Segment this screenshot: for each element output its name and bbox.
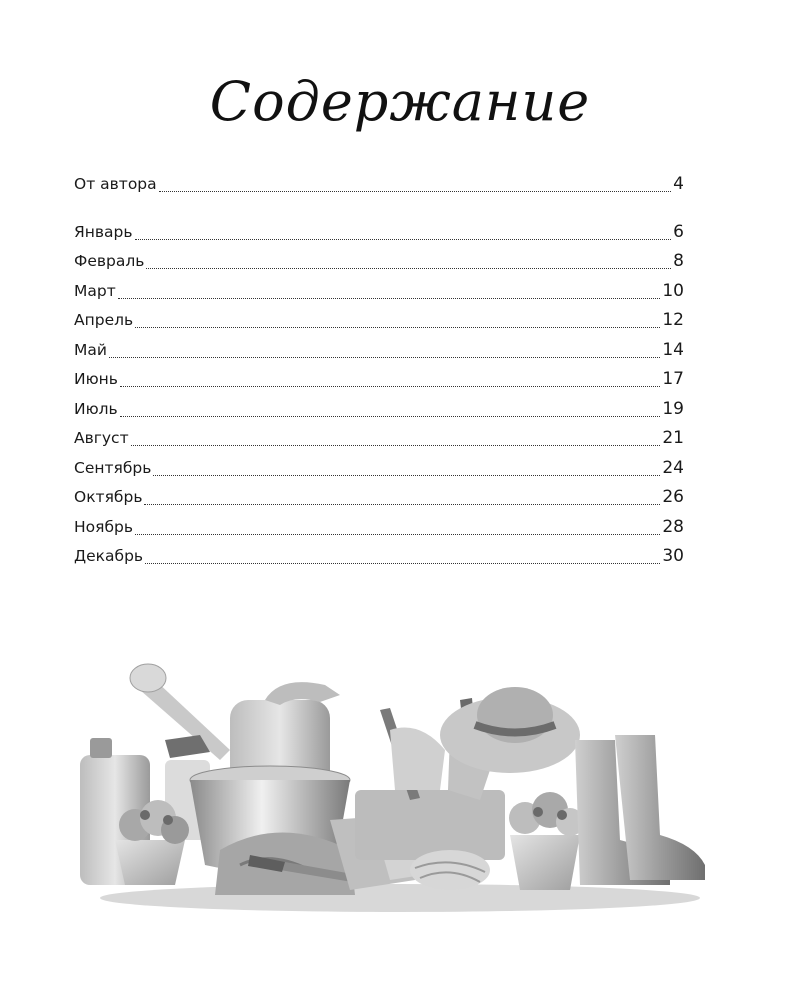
toc-entry-page: 19 — [662, 398, 684, 419]
toc-entry-page: 17 — [662, 369, 684, 389]
toc-entry[interactable] — [74, 170, 684, 200]
toc-entry-label: Июнь — [74, 370, 118, 388]
toc-entry-page: 26 — [662, 487, 684, 507]
toc-entry-page: 4 — [673, 174, 684, 194]
toc-entry[interactable] — [74, 454, 684, 484]
toc-leader-dots — [159, 191, 672, 192]
toc-entry-label: От автора — [74, 175, 157, 193]
toc-entry[interactable] — [74, 542, 684, 572]
toc-entry-label: Май — [74, 340, 107, 359]
toc-leader-dots — [145, 563, 660, 564]
toc-entry[interactable] — [74, 306, 684, 336]
toc-leader-dots — [144, 504, 660, 505]
ground-shadow — [100, 884, 700, 912]
toc-entry-label: Октябрь — [74, 488, 143, 506]
toc-entry-page: 8 — [673, 251, 684, 271]
toc-entry-label: Июль — [74, 399, 118, 418]
toc-leader-dots — [109, 357, 660, 358]
toc-leader-dots — [120, 386, 660, 387]
toc-entry-page: 12 — [662, 310, 684, 330]
toc-entry-label: Март — [74, 281, 116, 300]
toc-entry[interactable] — [74, 218, 684, 248]
rubber-boots — [575, 735, 705, 885]
toc-entry-label: Апрель — [74, 311, 134, 329]
toc-entry[interactable] — [74, 483, 684, 513]
toc-entry-label: Ноябрь — [74, 517, 133, 536]
toc-entry[interactable] — [74, 277, 684, 307]
toc-entry-page: 6 — [673, 221, 684, 242]
toc-entry[interactable] — [74, 247, 684, 277]
toc-entry-label: Декабрь — [74, 547, 144, 565]
toc-entry[interactable] — [74, 395, 684, 425]
toc-entry[interactable] — [74, 336, 684, 366]
toc-leader-dots — [120, 416, 661, 417]
toc-entry-label: Август — [74, 429, 129, 447]
garden-tools-illustration — [70, 640, 720, 920]
toc-entry-page: 14 — [662, 339, 684, 360]
toc-leader-dots — [135, 239, 672, 240]
toc-entry[interactable] — [74, 424, 684, 454]
toc-entry-label: Февраль — [74, 252, 145, 270]
twine-bundle — [410, 850, 490, 890]
page-title: Содержание — [209, 70, 591, 133]
toc-entry[interactable] — [74, 513, 684, 543]
flower-pot-right — [509, 792, 584, 890]
toc-entry-page: 28 — [662, 516, 684, 537]
toc-leader-dots — [131, 445, 661, 446]
toc-leader-dots — [135, 534, 660, 535]
toc-leader-dots — [118, 298, 661, 299]
toc-entry-page: 21 — [662, 428, 684, 448]
toc-entry-label: Январь — [74, 222, 133, 241]
toc-entry-label: Сентябрь — [74, 458, 152, 477]
toc-entry-page: 24 — [662, 457, 684, 478]
toc-leader-dots — [146, 268, 671, 269]
toc-entry[interactable] — [74, 365, 684, 395]
toc-leader-dots — [135, 327, 660, 328]
table-of-contents — [74, 170, 684, 572]
toc-entry-page: 30 — [662, 546, 684, 566]
toc-leader-dots — [153, 475, 660, 476]
toc-entry-page: 10 — [662, 280, 684, 301]
